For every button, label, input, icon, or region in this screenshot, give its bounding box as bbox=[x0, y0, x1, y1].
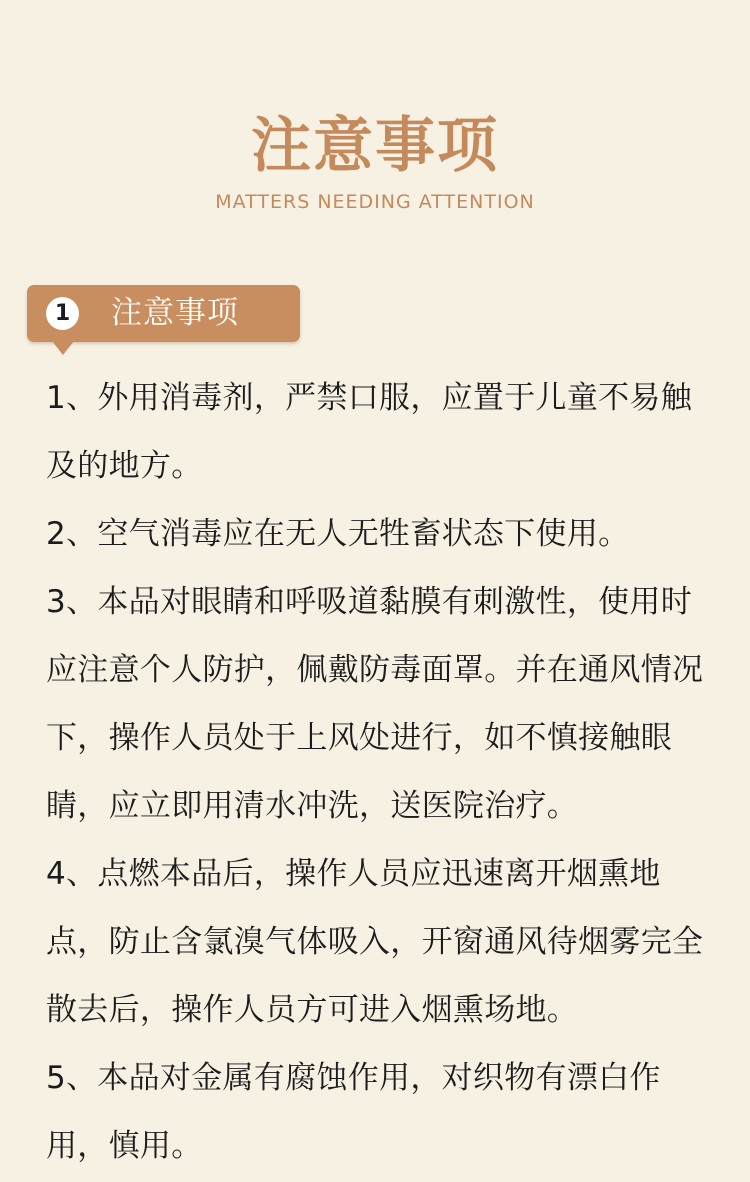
tag-pointer-icon bbox=[52, 341, 74, 355]
page-title: 注意事项 bbox=[251, 111, 499, 181]
note-item-4: 4、点燃本品后，操作人员应迅速离开烟熏地点，防止含氯溴气体吸入，开窗通风待烟雾完全散去后，操作人员方可进入烟熏场地。 bbox=[46, 856, 704, 1028]
section-tag bbox=[27, 285, 300, 342]
section-tag-label: 注意事项 bbox=[111, 295, 239, 331]
page-subtitle: MATTERS NEEDING ATTENTION bbox=[215, 191, 535, 213]
notes-list bbox=[46, 364, 714, 1180]
section-number-badge: 1 bbox=[46, 297, 79, 330]
note-item-5: 5、本品对金属有腐蚀作用，对织物有漂白作用，慎用。 bbox=[46, 1060, 661, 1164]
note-item-2: 2、空气消毒应在无人无牲畜状态下使用。 bbox=[46, 516, 630, 552]
note-item-3: 3、本品对眼睛和呼吸道黏膜有刺激性，使用时应注意个人防护，佩戴防毒面罩。并在通风情况下，操作人员处于上风处进行，如不慎接触眼睛，应立即用清水冲洗，送医院治疗。 bbox=[46, 584, 704, 824]
note-item-1: 1、外用消毒剂，严禁口服，应置于儿童不易触及的地方。 bbox=[46, 380, 693, 484]
